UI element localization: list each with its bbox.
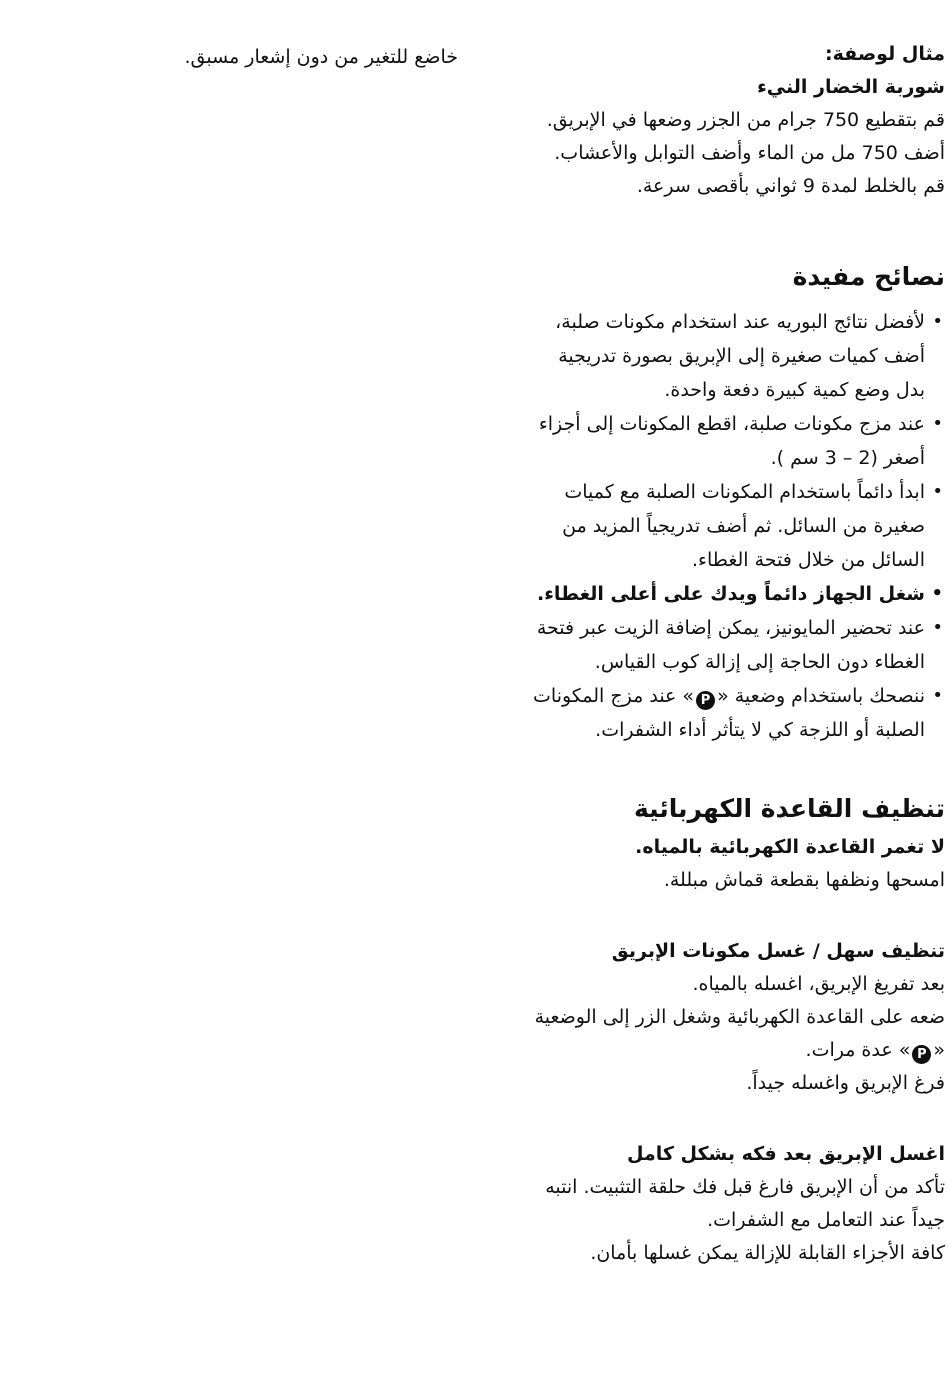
content-column xyxy=(500,38,945,1270)
recipe-step: أضف 750 مل من الماء وأضف التوابل والأعشاب. xyxy=(554,142,945,164)
easy-clean-text: « xyxy=(933,1039,945,1061)
cleaning-base-instruction: امسحها ونظفها بقطعة قماش مبللة. xyxy=(663,869,945,891)
full-wash-line: كافة الأجزاء القابلة للإزالة يمكن غسلها بأمان. xyxy=(590,1242,945,1264)
tip-line: الصلبة أو اللزجة كي لا يتأثر أداء الشفرات. xyxy=(595,719,925,741)
easy-clean-line: بعد تفريغ الإبريق، اغسله بالمياه. xyxy=(692,973,945,995)
easy-clean-line: فرغ الإبريق واغسله جيداً. xyxy=(746,1072,945,1094)
cleaning-base-heading: تنظيف القاعدة الكهربائية xyxy=(633,794,945,823)
easy-clean-heading: تنظيف سهل / غسل مكونات الإبريق xyxy=(611,940,945,962)
recipe-title: شوربة الخضار النيء xyxy=(757,76,945,98)
recipe-section xyxy=(500,38,945,203)
tip-text: » عند مزج المكونات xyxy=(533,685,695,707)
cleaning-base-warning: لا تغمر القاعدة الكهربائية بالمياه. xyxy=(635,836,945,858)
tip-line: السائل من خلال فتحة الغطاء. xyxy=(691,549,925,571)
tip-item xyxy=(500,611,945,679)
cleaning-base-section xyxy=(500,789,945,897)
easy-clean-line: ضعه على القاعدة الكهربائية وشغل الزر إلى الوضعية xyxy=(534,1006,945,1028)
tip-line: • ابدأ دائماً باستخدام المكونات الصلبة مع كميات xyxy=(564,481,925,503)
tip-item xyxy=(500,305,945,407)
full-wash-heading: اغسل الإبريق بعد فكه بشكل كامل xyxy=(627,1143,945,1165)
tip-line: • عند تحضير المايونيز، يمكن إضافة الزيت عبر فتحة xyxy=(536,617,925,639)
tip-line: بدل وضع كمية كبيرة دفعة واحدة. xyxy=(664,379,925,401)
tip-line: • لأفضل نتائج البوريه عند استخدام مكونات صلبة، xyxy=(555,311,925,333)
pulse-mode-icon: P xyxy=(912,1045,931,1064)
tip-line: أصغر (2 – 3 سم ). xyxy=(770,447,925,469)
full-wash-line: تأكد من أن الإبريق فارغ قبل فك حلقة التثبيت. انتبه xyxy=(545,1176,945,1198)
easy-clean-text: » عدة مرات. xyxy=(805,1039,911,1061)
tip-item xyxy=(500,475,945,577)
tip-line: • عند مزج مكونات صلبة، اقطع المكونات إلى أجزاء xyxy=(538,413,925,435)
easy-clean-line xyxy=(500,1034,945,1067)
tips-section xyxy=(500,257,945,747)
easy-clean-section xyxy=(500,935,945,1100)
disclaimer-note: خاضع للتغير من دون إشعار مسبق. xyxy=(184,46,458,68)
tip-item xyxy=(500,407,945,475)
tip-line: صغيرة من السائل. ثم أضف تدريجياً المزيد من xyxy=(562,515,925,537)
full-wash-line: جيداً عند التعامل مع الشفرات. xyxy=(707,1209,945,1231)
tips-list xyxy=(500,305,945,747)
recipe-label: مثال لوصفة: xyxy=(825,43,945,65)
pulse-mode-icon: P xyxy=(696,691,715,710)
tip-line: • شغل الجهاز دائماً ويدك على أعلى الغطاء. xyxy=(537,583,925,605)
full-wash-section xyxy=(500,1138,945,1270)
recipe-step: قم بتقطيع 750 جرام من الجزر وضعها في الإبريق. xyxy=(546,109,945,131)
tip-text: ننصحك باستخدام وضعية « xyxy=(717,685,925,707)
tip-line xyxy=(500,679,925,713)
tip-line: الغطاء دون الحاجة إلى إزالة كوب القياس. xyxy=(594,651,925,673)
tip-item xyxy=(500,577,945,611)
recipe-step: قم بالخلط لمدة 9 ثواني بأقصى سرعة. xyxy=(636,175,945,197)
tip-line: أضف كميات صغيرة إلى الإبريق بصورة تدريجية xyxy=(558,345,925,367)
tip-item xyxy=(500,679,945,747)
tips-heading: نصائح مفيدة xyxy=(792,262,945,291)
